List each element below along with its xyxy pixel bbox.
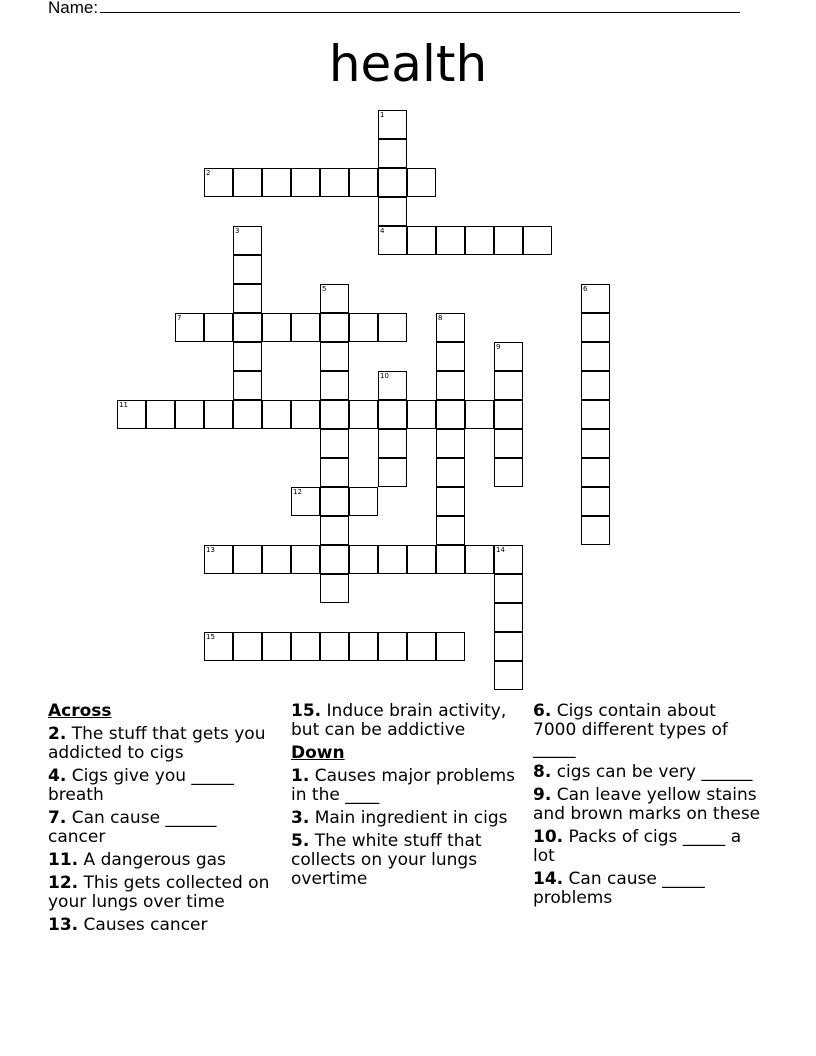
crossword-cell[interactable] <box>378 139 407 168</box>
crossword-cell[interactable] <box>262 400 291 429</box>
clue-down-3 <box>291 809 521 828</box>
crossword-cell[interactable] <box>233 284 262 313</box>
crossword-cell[interactable] <box>233 342 262 371</box>
cell-number: 11 <box>119 401 128 409</box>
clue-text: Cigs give you _____ breath <box>48 766 234 805</box>
crossword-cell[interactable] <box>233 545 262 574</box>
clue-number: 5. <box>291 831 310 851</box>
crossword-cell[interactable] <box>378 168 407 197</box>
crossword-cell[interactable] <box>378 400 407 429</box>
crossword-cell[interactable] <box>407 168 436 197</box>
crossword-cell[interactable] <box>378 110 407 139</box>
clue-number: 8. <box>533 762 552 782</box>
crossword-cell[interactable] <box>233 255 262 284</box>
crossword-cell[interactable] <box>407 632 436 661</box>
crossword-cell[interactable] <box>262 545 291 574</box>
crossword-cell[interactable] <box>378 458 407 487</box>
crossword-cell[interactable] <box>262 632 291 661</box>
crossword-cell[interactable] <box>233 400 262 429</box>
clue-number: 7. <box>48 808 67 828</box>
crossword-cell[interactable] <box>204 168 233 197</box>
cell-number: 3 <box>235 227 240 235</box>
crossword-cell[interactable] <box>581 313 610 342</box>
crossword-cell[interactable] <box>204 400 233 429</box>
clue-number: 2. <box>48 724 67 744</box>
clue-text: A dangerous gas <box>83 850 226 870</box>
clue-across-11 <box>48 851 278 870</box>
clue-number: 6. <box>533 701 552 721</box>
crossword-cell[interactable] <box>233 371 262 400</box>
crossword-cell[interactable] <box>581 429 610 458</box>
clue-number: 4. <box>48 766 67 786</box>
clue-number: 10. <box>533 827 564 847</box>
crossword-cell[interactable] <box>175 313 204 342</box>
clue-number: 12. <box>48 873 79 893</box>
clue-text: Cigs contain about 7000 different types of _____ <box>533 701 728 759</box>
clue-down-8 <box>533 763 763 782</box>
crossword-cell[interactable] <box>349 545 378 574</box>
crossword-cell[interactable] <box>378 371 407 400</box>
clue-text: Can leave yellow stains and brown marks on these <box>533 785 761 824</box>
down-heading: Down <box>291 743 345 763</box>
crossword-cell[interactable] <box>320 313 349 342</box>
crossword-cell[interactable] <box>291 487 320 516</box>
crossword-cell[interactable] <box>146 400 175 429</box>
cell-number: 12 <box>293 488 302 496</box>
crossword-cell[interactable] <box>378 429 407 458</box>
crossword-cell[interactable] <box>320 487 349 516</box>
cell-number: 10 <box>380 372 389 380</box>
crossword-cell[interactable] <box>117 400 146 429</box>
cell-number: 1 <box>380 111 385 119</box>
cell-number: 7 <box>177 314 182 322</box>
crossword-cell[interactable] <box>436 487 465 516</box>
crossword-cell[interactable] <box>436 458 465 487</box>
clue-number: 15. <box>291 701 322 721</box>
crossword-cell[interactable] <box>581 458 610 487</box>
clue-number: 9. <box>533 785 552 805</box>
crossword-cell[interactable] <box>378 632 407 661</box>
crossword-cell[interactable] <box>320 400 349 429</box>
crossword-cell[interactable] <box>175 400 204 429</box>
clue-down-9 <box>533 786 763 824</box>
clues-column-3 <box>533 702 763 912</box>
crossword-cell[interactable] <box>320 342 349 371</box>
crossword-cell[interactable] <box>581 487 610 516</box>
clue-across-13 <box>48 916 278 935</box>
clue-down-10 <box>533 828 763 866</box>
crossword-cell[interactable] <box>320 284 349 313</box>
crossword-cell[interactable] <box>581 342 610 371</box>
crossword-cell[interactable] <box>291 168 320 197</box>
crossword-cell[interactable] <box>581 400 610 429</box>
clue-text: Main ingredient in cigs <box>314 808 508 828</box>
clue-text: The stuff that gets you addicted to cigs <box>48 724 266 763</box>
clue-text: The white stuff that collects on your lungs overtime <box>291 831 482 889</box>
cell-number: 6 <box>583 285 588 293</box>
cell-number: 2 <box>206 169 211 177</box>
cell-number: 8 <box>438 314 443 322</box>
crossword-cell[interactable] <box>465 226 494 255</box>
crossword-cell[interactable] <box>262 168 291 197</box>
clue-text: Causes major problems in the ____ <box>291 766 516 805</box>
crossword-cell[interactable] <box>494 400 523 429</box>
clue-number: 3. <box>291 808 310 828</box>
crossword-cell[interactable] <box>349 168 378 197</box>
clue-down-6 <box>533 702 763 759</box>
cell-number: 5 <box>322 285 327 293</box>
crossword-cell[interactable] <box>494 429 523 458</box>
crossword-cell[interactable] <box>378 197 407 226</box>
clue-number: 13. <box>48 915 79 935</box>
crossword-cell[interactable] <box>262 313 291 342</box>
crossword-cell[interactable] <box>494 574 523 603</box>
crossword-cell[interactable] <box>349 632 378 661</box>
crossword-cell[interactable] <box>494 545 523 574</box>
crossword-cell[interactable] <box>233 313 262 342</box>
crossword-cell[interactable] <box>320 458 349 487</box>
crossword-cell[interactable] <box>494 458 523 487</box>
crossword-cell[interactable] <box>320 545 349 574</box>
crossword-cell[interactable] <box>233 168 262 197</box>
clue-number: 14. <box>533 869 564 889</box>
crossword-cell[interactable] <box>436 371 465 400</box>
clue-down-1 <box>291 767 521 805</box>
clue-text: Can cause ______ cancer <box>48 808 217 847</box>
cell-number: 9 <box>496 343 501 351</box>
crossword-cell[interactable] <box>378 545 407 574</box>
crossword-cell[interactable] <box>436 342 465 371</box>
clue-across-7 <box>48 809 278 847</box>
crossword-cell[interactable] <box>349 313 378 342</box>
clue-number: 11. <box>48 850 79 870</box>
crossword-cell[interactable] <box>320 574 349 603</box>
crossword-cell[interactable] <box>291 313 320 342</box>
clue-across-4 <box>48 767 278 805</box>
cell-number: 13 <box>206 546 215 554</box>
crossword-cell[interactable] <box>204 632 233 661</box>
crossword-cell[interactable] <box>204 545 233 574</box>
clue-text: Induce brain activity, but can be addictive <box>291 701 507 740</box>
crossword-cell[interactable] <box>436 429 465 458</box>
cell-number: 14 <box>496 546 505 554</box>
crossword-cell[interactable] <box>465 400 494 429</box>
crossword-cell[interactable] <box>291 632 320 661</box>
crossword-cell[interactable] <box>320 168 349 197</box>
crossword-cell[interactable] <box>233 226 262 255</box>
crossword-cell[interactable] <box>436 400 465 429</box>
crossword-cell[interactable] <box>436 226 465 255</box>
clue-across-15 <box>291 702 521 740</box>
crossword-cell[interactable] <box>436 632 465 661</box>
crossword-cell[interactable] <box>320 632 349 661</box>
crossword-cell[interactable] <box>523 226 552 255</box>
crossword-cell[interactable] <box>407 226 436 255</box>
clues-column-2 <box>291 702 521 893</box>
crossword-cell[interactable] <box>494 603 523 632</box>
clue-text: cigs can be very ______ <box>556 762 753 782</box>
crossword-cell[interactable] <box>494 661 523 690</box>
across-heading: Across <box>48 701 112 721</box>
crossword-cell[interactable] <box>378 226 407 255</box>
crossword-cell[interactable] <box>320 371 349 400</box>
clue-text: Causes cancer <box>83 915 208 935</box>
crossword-cell[interactable] <box>436 545 465 574</box>
name-label: Name: <box>48 0 99 17</box>
clue-text: Can cause _____ problems <box>533 869 705 908</box>
clue-text: This gets collected on your lungs over time <box>48 873 270 912</box>
crossword-cell[interactable] <box>581 284 610 313</box>
crossword-cell[interactable] <box>581 516 610 545</box>
crossword-cell[interactable] <box>494 371 523 400</box>
crossword-cell[interactable] <box>436 313 465 342</box>
clue-number: 1. <box>291 766 310 786</box>
crossword-cell[interactable] <box>320 429 349 458</box>
crossword-cell[interactable] <box>233 632 262 661</box>
crossword-cell[interactable] <box>291 400 320 429</box>
clue-text: Packs of cigs _____ a lot <box>533 827 742 866</box>
crossword-cell[interactable] <box>581 371 610 400</box>
cell-number: 4 <box>380 227 385 235</box>
crossword-cell[interactable] <box>320 516 349 545</box>
crossword-cell[interactable] <box>349 400 378 429</box>
page-title: health <box>328 35 488 93</box>
crossword-cell[interactable] <box>494 632 523 661</box>
cell-number: 15 <box>206 633 215 641</box>
crossword-cell[interactable] <box>378 313 407 342</box>
crossword-cell[interactable] <box>407 545 436 574</box>
crossword-cell[interactable] <box>494 342 523 371</box>
clue-down-14 <box>533 870 763 908</box>
clue-across-2 <box>48 725 278 763</box>
crossword-cell[interactable] <box>465 545 494 574</box>
crossword-cell[interactable] <box>204 313 233 342</box>
clue-across-12 <box>48 874 278 912</box>
clue-down-5 <box>291 832 521 889</box>
crossword-cell[interactable] <box>494 226 523 255</box>
crossword-cell[interactable] <box>291 545 320 574</box>
clues-column-1 <box>48 702 278 939</box>
crossword-cell[interactable] <box>349 487 378 516</box>
crossword-cell[interactable] <box>436 516 465 545</box>
crossword-cell[interactable] <box>407 400 436 429</box>
